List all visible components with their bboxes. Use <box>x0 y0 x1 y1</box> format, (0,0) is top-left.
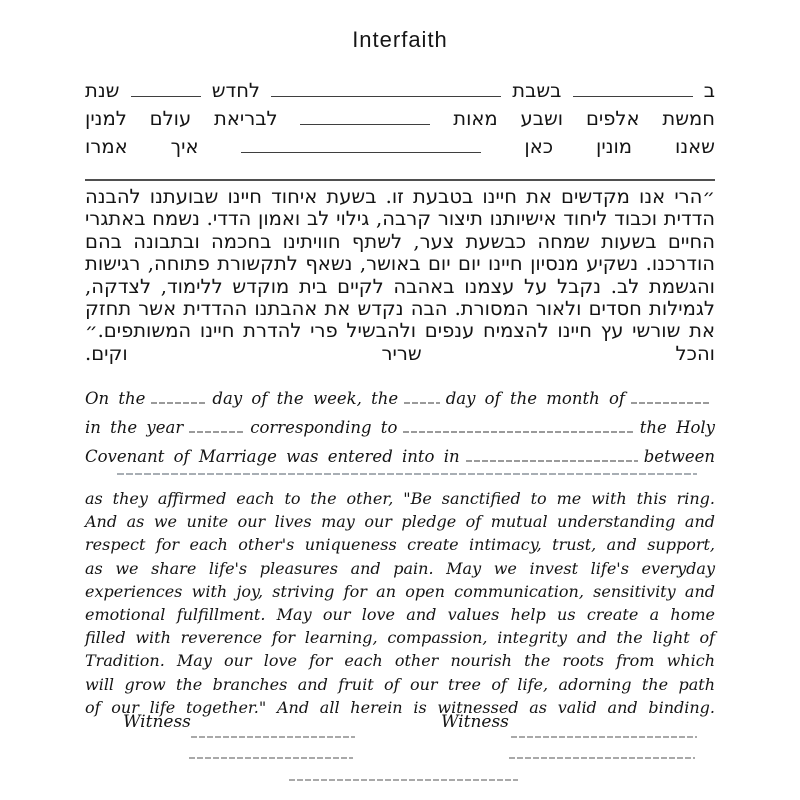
fill-in-blank <box>403 431 633 433</box>
english-text-segment: in the year <box>85 418 184 437</box>
fill-in-blank <box>151 402 206 404</box>
hebrew-date-row-1 <box>85 79 715 107</box>
hebrew-word: איך <box>170 135 199 158</box>
fill-in-blank <box>189 431 244 433</box>
fill-in-blank <box>131 96 201 97</box>
page-title: Interfaith <box>352 27 448 52</box>
fill-in-blank <box>573 96 693 97</box>
witness-signature-line-left <box>191 736 355 738</box>
fill-in-blank <box>241 152 481 153</box>
hebrew-word: ושבע <box>520 107 564 130</box>
english-date-section <box>85 389 715 476</box>
fill-in-blank <box>631 402 709 404</box>
hebrew-word: כאן <box>524 135 554 158</box>
english-text-segment: Covenant of Marriage was entered into in <box>85 447 460 466</box>
hebrew-word: שאנו <box>675 135 715 158</box>
english-date-row-1 <box>85 389 715 418</box>
hebrew-word: שנת <box>85 79 120 102</box>
hebrew-word: לבריאת <box>214 107 278 130</box>
hebrew-word: אמרו <box>85 135 128 158</box>
witness-section <box>85 710 715 795</box>
hebrew-word: בשבת <box>512 79 562 102</box>
section-divider <box>85 179 715 181</box>
hebrew-paragraph: ״הרי אנו מקדשים את חיינו בטבעת זו. בשעת איחוד חיינו שבועתנו להבנה הדדית וכבוד ליחוד אישיותנו תיצור קרבה, גילוי לב ואמון הדדי. נשמח באתגרי החיים בשעות שמחה כבשעת צער, לשתף חוויתינו בחכמה ובתבונה בהם הודרכנו. נשקיע מנסיון חיינו יום יום באושר, נשאף לתקשורת פתוחה, רגישות והגשמת לב. נקבל על עצמנו באהבה לקיים בית מוקדש ללימוד, לצדקה, לגמילות חסדים ולאור המסורת. הבה נקדש את אהבתנו ההדדית אשר תחזק את שורשי עץ חיינו להצמיח ענפים ולהבשיל פרי להדרת חיינו המשותפים.״ והכל שריר וקים. <box>85 185 715 365</box>
english-text-segment: corresponding to <box>250 418 398 437</box>
english-text-segment: day of the month of <box>445 389 625 408</box>
english-paragraph: as they affirmed each to the other, "Be sanctified to me with this ring. And as we unite our lives may our pledge of mutual understanding and respect for each other's uniqueness create intimacy, trust, and support, as we share life's pleasures and pain. May we invest life's everyday experiences with joy, striving for an open communication, sensitivity and emotional fulfillment. May our love and values help us create a home filled with reverence for learning, compassion, integrity and the light of Tradition. May our love for each other nourish the roots from which will grow the branches and fruit of our tree of life, adorning the path of our life together." And all herein is witnessed as valid and binding. <box>85 489 715 717</box>
fill-in-blank <box>404 402 440 404</box>
witness-signature-line-right <box>511 736 697 738</box>
hebrew-word: אלפים <box>585 107 640 130</box>
witness-signature-line-left-2 <box>189 757 353 759</box>
hebrew-word: עולם <box>149 107 192 130</box>
english-text-segment: the Holy <box>639 418 715 437</box>
hebrew-date-section <box>85 79 715 163</box>
hebrew-word: ב <box>703 79 715 102</box>
names-fill-line <box>117 473 697 475</box>
hebrew-word: לחדש <box>211 79 261 102</box>
english-text-segment: day of the week, the <box>212 389 399 408</box>
hebrew-word: מאות <box>453 107 498 130</box>
witness-label-right: Witness <box>441 712 509 732</box>
hebrew-word: מונין <box>596 135 633 158</box>
fill-in-blank <box>466 460 638 462</box>
english-date-row-3 <box>85 447 715 476</box>
witness-signature-line-right-2 <box>509 757 695 759</box>
english-text-segment: On the <box>85 389 146 408</box>
hebrew-date-row-2 <box>85 107 715 135</box>
fill-in-blank <box>300 124 430 125</box>
english-date-row-2 <box>85 418 715 447</box>
fill-in-blank <box>271 96 501 97</box>
hebrew-word: למנין <box>85 107 127 130</box>
officiant-signature-line <box>289 779 518 781</box>
english-text-segment: between <box>643 447 715 466</box>
hebrew-word: חמשת <box>662 107 715 130</box>
hebrew-date-row-3 <box>85 135 715 163</box>
witness-label-left: Witness <box>123 712 191 732</box>
